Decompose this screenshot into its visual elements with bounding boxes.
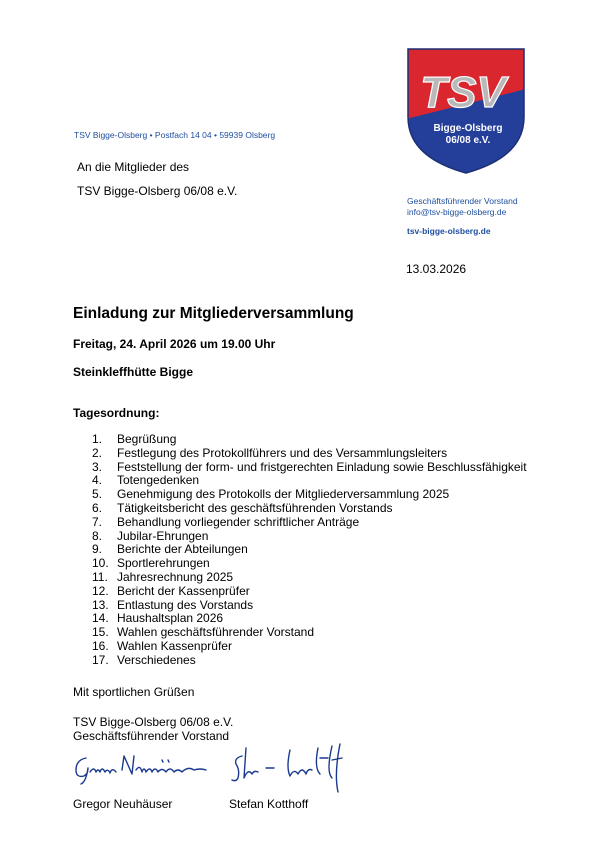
agenda-item-number: 14. (92, 611, 109, 626)
agenda-item (0, 516, 600, 530)
agenda-item-text: Wahlen Kassenprüfer (117, 638, 232, 653)
agenda-item-text: Festlegung des Protokollführers und des Versammlungsleiters (117, 445, 448, 460)
meeting-date-time: Freitag, 24. April 2026 um 19.00 Uhr (73, 337, 276, 351)
agenda-item (0, 640, 600, 654)
agenda-item (0, 571, 600, 585)
sender-address-line: TSV Bigge-Olsberg • Postfach 14 04 • 59939 Olsberg (74, 130, 276, 140)
closing-greeting: Mit sportlichen Grüßen (73, 685, 195, 699)
agenda-item (0, 502, 600, 516)
signer-name-1: Gregor Neuhäuser (73, 797, 173, 811)
recipient-line-1: An die Mitglieder des (77, 160, 190, 174)
agenda-item-number: 11. (92, 569, 108, 584)
agenda-item-text: Berichte der Abteilungen (117, 542, 248, 557)
agenda-item-text: Tätigkeitsbericht des geschäftsführenden Vorstands (117, 500, 393, 515)
document-title: Einladung zur Mitgliederversammlung (73, 305, 354, 322)
agenda-item (0, 599, 600, 613)
agenda-list (0, 433, 600, 668)
agenda-item-number: 4. (92, 473, 103, 488)
agenda-item-text: Feststellung der form- und fristgerechten Einladung sowie Beschlussfähigkeit (117, 459, 527, 474)
agenda-item (0, 612, 600, 626)
signature-club-name: TSV Bigge-Olsberg 06/08 e.V. (73, 715, 234, 729)
contact-department: Geschäftsführender Vorstand (407, 196, 518, 206)
agenda-item-text: Haushaltsplan 2026 (117, 611, 224, 626)
meeting-location: Steinkleffhütte Bigge (73, 365, 194, 379)
agenda-item-number: 5. (92, 487, 103, 502)
agenda-item-text: Behandlung vorliegender schriftlicher Anträge (117, 514, 360, 529)
signature-stefan-kotthoff (228, 738, 358, 796)
signature-gregor-neuhaeuser (72, 748, 212, 788)
agenda-item-text: Wahlen geschäftsführender Vorstand (117, 625, 315, 640)
letter-date: 13.03.2026 (406, 262, 467, 276)
agenda-item-number: 7. (92, 514, 103, 529)
agenda-item-number: 1. (92, 432, 103, 446)
agenda-item (0, 447, 600, 461)
signer-name-2: Stefan Kotthoff (229, 797, 309, 811)
signature-organization (73, 715, 233, 743)
agenda-item-number: 13. (92, 597, 109, 612)
agenda-item-number: 6. (92, 500, 103, 515)
agenda-item (0, 543, 600, 557)
agenda-item (0, 488, 600, 502)
agenda-item-number: 16. (92, 638, 109, 653)
website-link[interactable]: tsv-bigge-olsberg.de (407, 226, 491, 236)
recipient-line-2: TSV Bigge-Olsberg 06/08 e.V. (77, 184, 238, 198)
agenda-item-number: 12. (92, 583, 109, 598)
agenda-item-number: 8. (92, 528, 103, 543)
agenda-item-number: 9. (92, 542, 103, 557)
crest-name: Bigge-Olsberg (433, 123, 503, 134)
agenda-item (0, 557, 600, 571)
agenda-item-text: Begrüßung (117, 432, 177, 446)
agenda-item-text: Genehmigung des Protokolls der Mitgliederversammlung 2025 (117, 487, 450, 502)
agenda-item-text: Jahresrechnung 2025 (117, 569, 234, 584)
agenda-item-text: Verschiedenes (117, 652, 196, 667)
agenda-item-number: 2. (92, 445, 103, 460)
agenda-item (0, 585, 600, 599)
agenda-item (0, 474, 600, 488)
agenda-item-number: 17. (92, 652, 109, 667)
agenda-item-text: Jubilar-Ehrungen (117, 528, 209, 543)
agenda-item-text: Sportlerehrungen (117, 556, 210, 571)
agenda-heading: Tagesordnung: (73, 406, 160, 420)
agenda-item-number: 15. (92, 625, 109, 640)
agenda-item (0, 433, 600, 447)
contact-email-link[interactable]: info@tsv-bigge-olsberg.de (407, 207, 507, 217)
agenda-item-number: 3. (92, 459, 103, 474)
crest-founding: 06/08 e.V. (445, 135, 491, 146)
agenda-item (0, 461, 600, 475)
agenda-item-text: Bericht der Kassenprüfer (117, 583, 250, 598)
agenda-item-text: Entlastung des Vorstands (117, 597, 254, 612)
agenda-item-number: 10. (92, 556, 109, 571)
agenda-item (0, 626, 600, 640)
agenda-item (0, 654, 600, 668)
agenda-item (0, 530, 600, 544)
signature-board: Geschäftsführender Vorstand (73, 729, 230, 743)
agenda-item-text: Totengedenken (117, 473, 200, 488)
club-logo-crest (406, 47, 526, 175)
crest-wordmark: TSV (420, 68, 506, 117)
